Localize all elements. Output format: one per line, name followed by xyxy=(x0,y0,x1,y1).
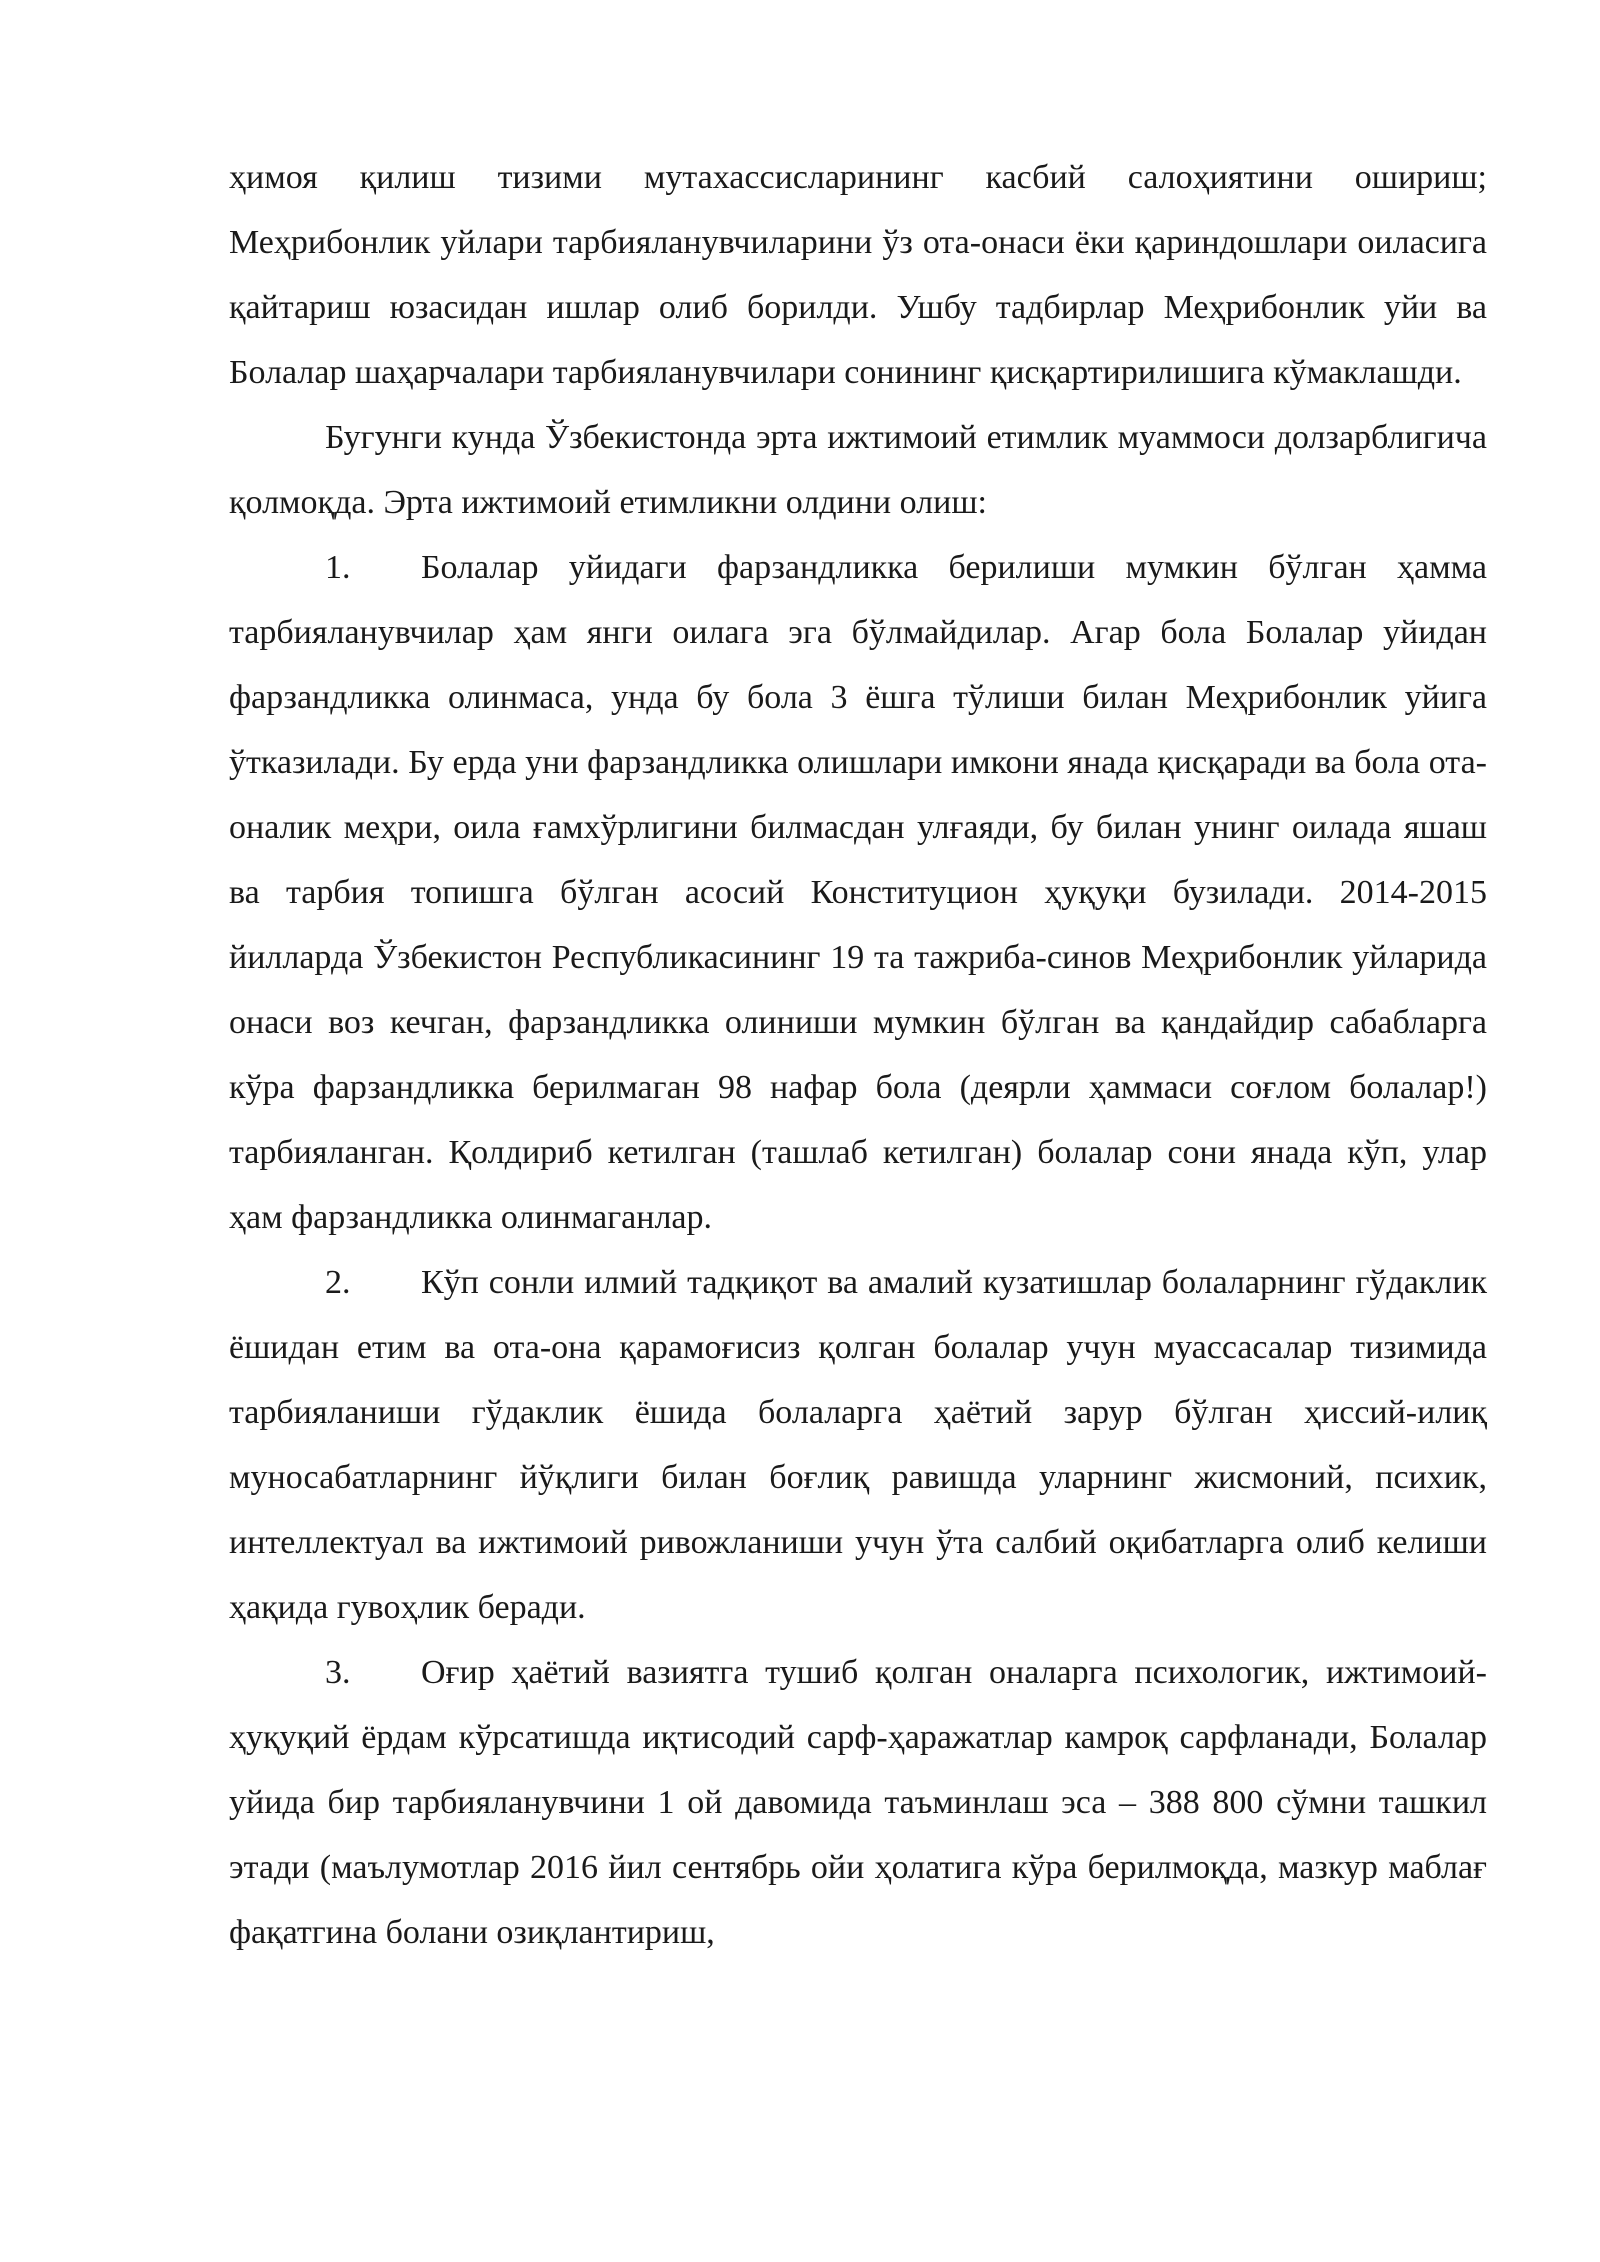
numbered-item-1 xyxy=(229,535,1487,1250)
paragraph-text: Кўп сонли илмий тадқиқот ва амалий кузатишлар болаларнинг гўдаклик ёшидан етим ва ота-она қарамоғисиз қолган болалар учун муассасалар тизимида тарбияланиши гўдаклик ёшида болаларга ҳаётий зарур бўлган ҳиссий-илиқ муносабатларнинг йўқлиги билан боғлиқ равишда уларнинг жисмоний, психик, интеллектуал ва ижтимоий ривожланиши учун ўта салбий оқибатларга олиб келиши ҳақида гувоҳлик беради. xyxy=(229,1264,1487,1626)
paragraph-text: Бугунги кунда Ўзбекистонда эрта ижтимоий етимлик муаммоси долзарблигича қолмоқда. Эрта ижтимоий етимликни олдини олиш: xyxy=(229,419,1487,521)
numbered-item-2 xyxy=(229,1250,1487,1640)
item-number: 1. xyxy=(325,549,351,586)
paragraph-text: Оғир ҳаётий вазиятга тушиб қолган оналарга психологик, ижтимоий-ҳуқуқий ёрдам кўрсатишда иқтисодий сарф-ҳаражатлар камроқ сарфланади, Болалар уйида бир тарбияланувчини 1 ой давомида таъминлаш эса – 388 800 сўмни ташкил этади (маълумотлар 2016 йил сентябрь ойи ҳолатига кўра берилмоқда, мазкур маблағ фақатгина болани озиқлантириш, xyxy=(229,1654,1487,1951)
numbered-item-3 xyxy=(229,1640,1487,1965)
paragraph-text: Болалар уйидаги фарзандликка берилиши мумкин бўлган ҳамма тарбияланувчилар ҳам янги оилага эга бўлмайдилар. Агар бола Болалар уйидан фарзандликка олинмаса, унда бу бола 3 ёшга тўлиши билан Меҳрибонлик уйига ўтказилади. Бу ерда уни фарзандликка олишлари имкони янада қисқаради ва бола ота-оналик меҳри, оила ғамхўрлигини билмасдан улғаяди, бу билан унинг оилада яшаш ва тарбия топишга бўлган асосий Конституцион ҳуқуқи бузилади. 2014-2015 йилларда Ўзбекистон Республикасининг 19 та тажриба-синов Меҳрибонлик уйларида онаси воз кечган, фарзандликка олиниши мумкин бўлган ва қандайдир сабабларга кўра фарзандликка берилмаган 98 нафар бола (деярли ҳаммаси соғлом болалар!) тарбияланган. Қолдириб кетилган (ташлаб кетилган) болалар сони янада кўп, улар ҳам фарзандликка олинмаганлар. xyxy=(229,549,1487,1236)
document-page xyxy=(229,145,1487,1965)
paragraph-intro-continued xyxy=(229,145,1487,405)
paragraph-text: ҳимоя қилиш тизими мутахассисларининг касбий салоҳиятини ошириш; Меҳрибонлик уйлари тарбияланувчиларини ўз ота-онаси ёки қариндошлари оиласига қайтариш юзасидан ишлар олиб борилди. Ушбу тадбирлар Меҳрибонлик уйи ва Болалар шаҳарчалари тарбияланувчилари сонининг қисқартирилишига кўмаклашди. xyxy=(229,159,1487,391)
paragraph-early-orphanhood xyxy=(229,405,1487,535)
item-number: 3. xyxy=(325,1654,351,1691)
item-number: 2. xyxy=(325,1264,351,1301)
